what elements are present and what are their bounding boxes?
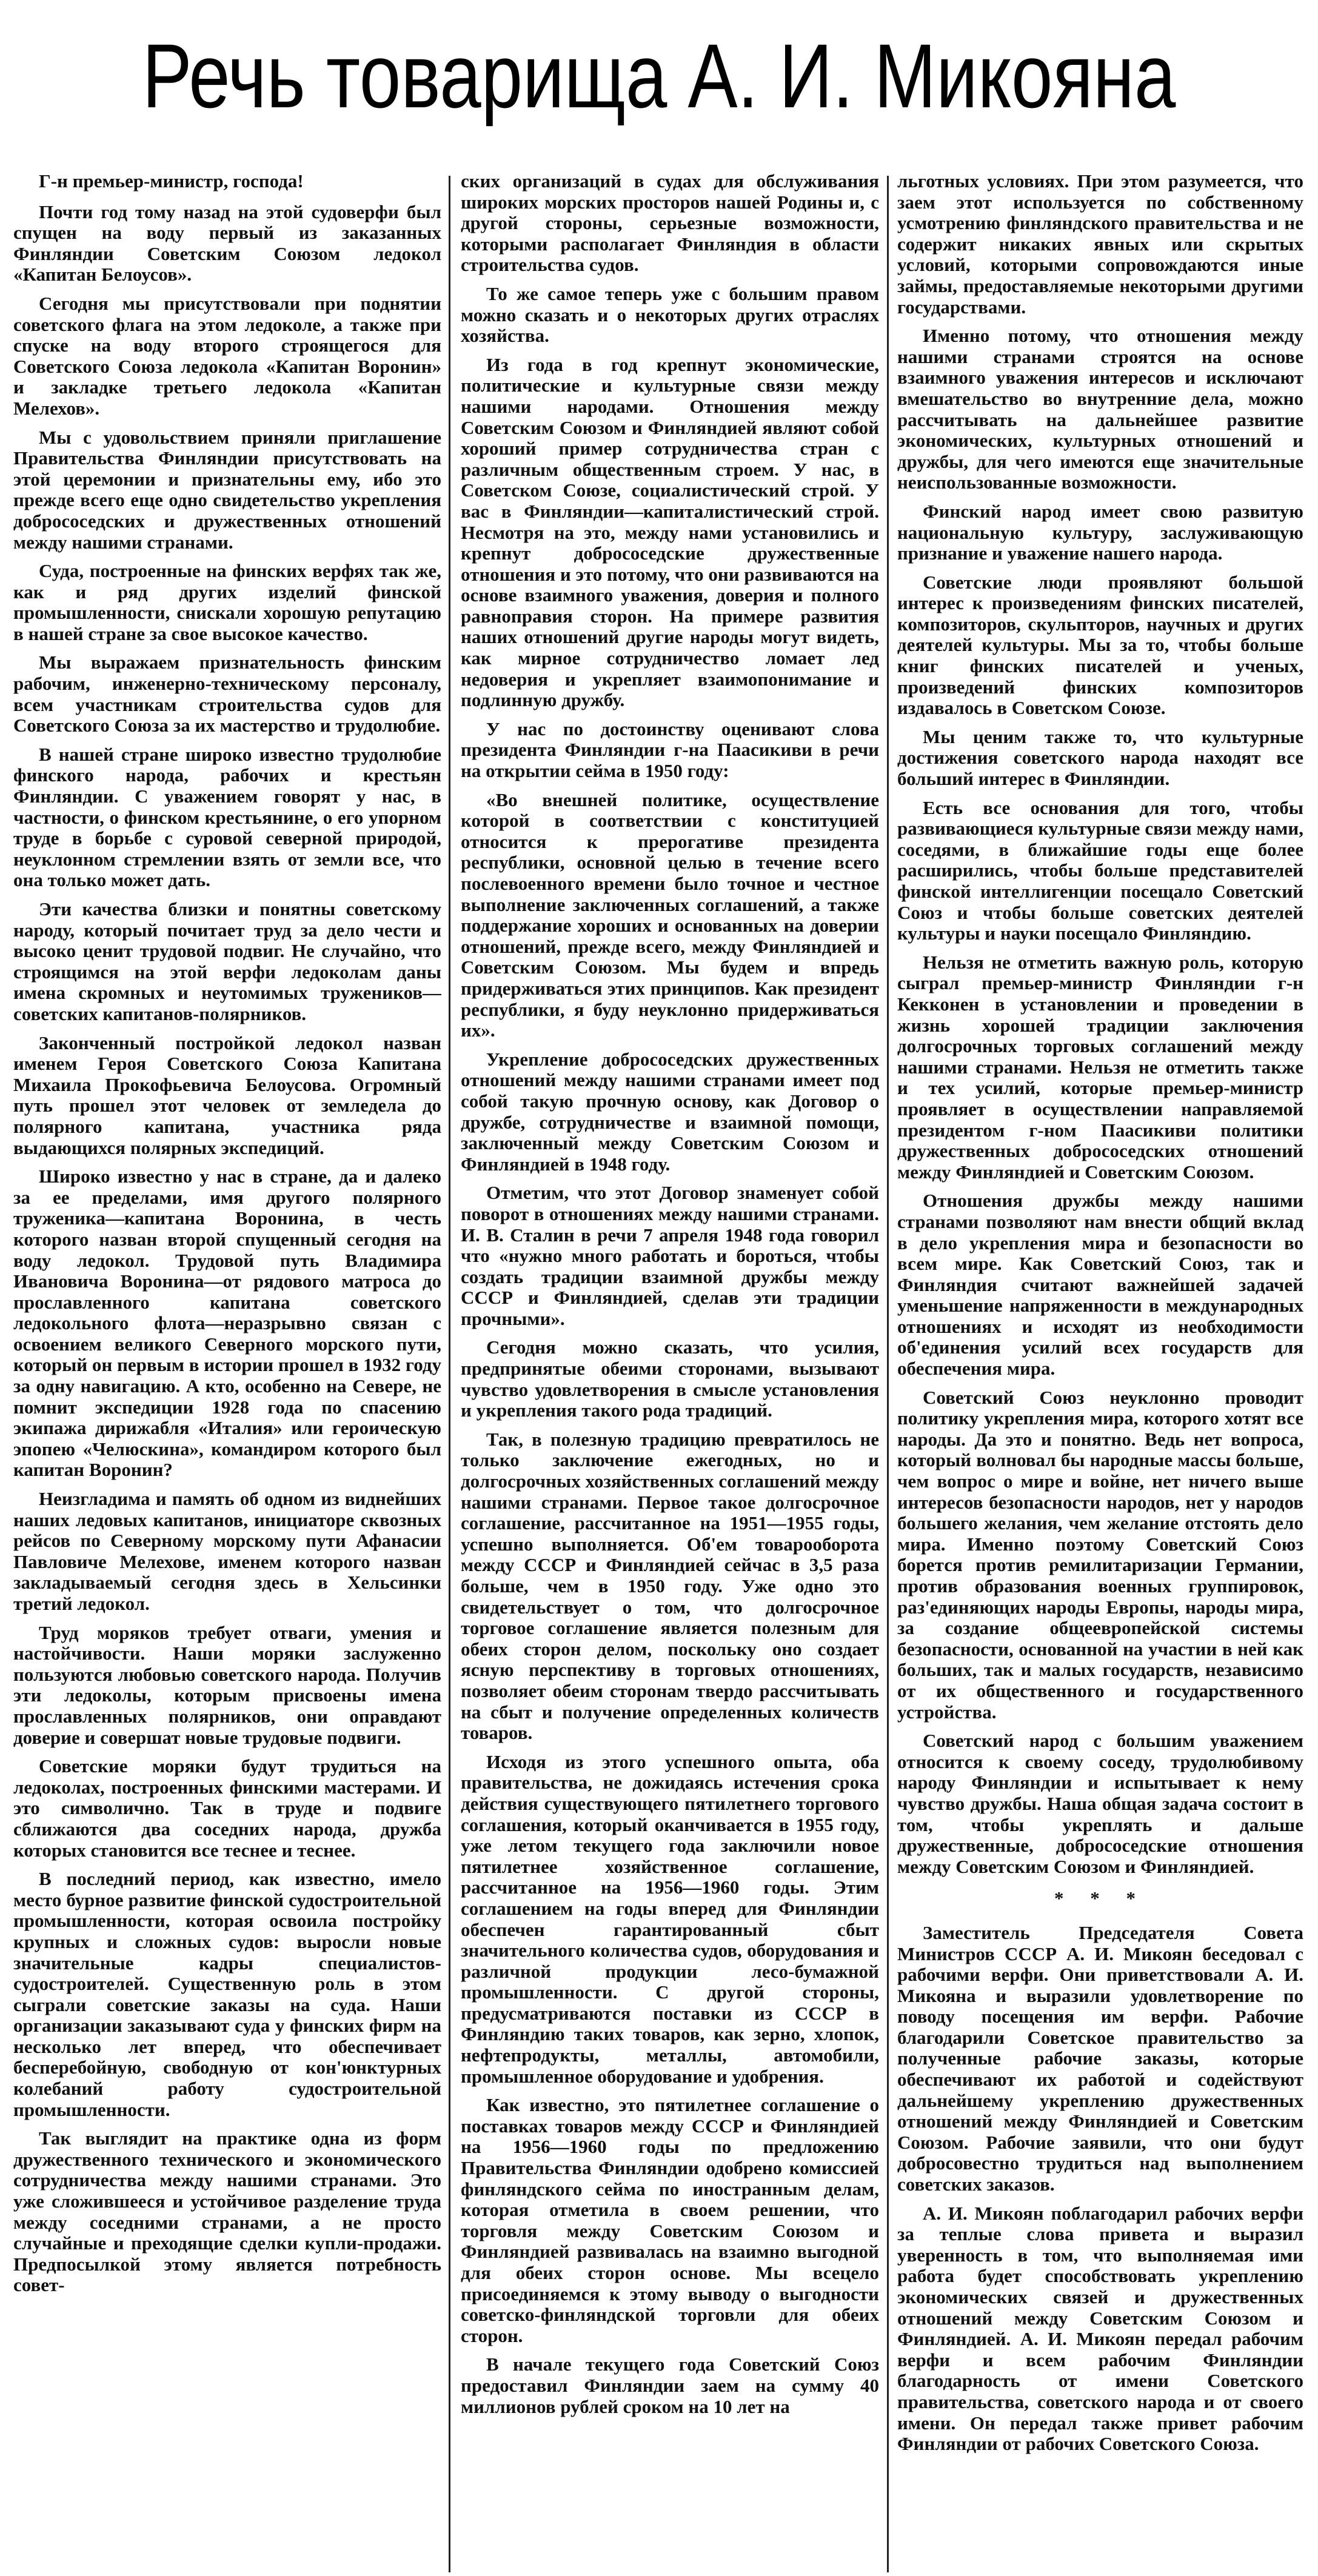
paragraph: Именно потому, что отношения между нашими странами строятся на основе взаимного уважения интересов и исключают вмешательство во внутренние дела, можно рассчитывать на дальнейшее развитие экономических, культурных отношений и дружбы, для чего имеются еще значительные неиспользованные возможности.: [897, 325, 1303, 493]
paragraph: Укрепление добрососедских дружественных отношений между нашими странами имеет под собой такую прочную основу, как Договор о дружбе, сотрудничестве и взаимной помощи, заключенный между Советским Союзом и Финляндией в 1948 году.: [461, 1048, 879, 1175]
paragraph: Как известно, это пятилетнее соглашение о поставках товаров между СССР и Финляндией на 1956—1960 годы по предложению Правительства Финляндии одобрено комиссией финляндского сейма по иностранным делам, которая отметила в своем решении, что торговля между Советским Союзом и Финляндией развивалась на взаимно выгодной для обеих сторон основе. Мы всецело присоединяемся к этому выводу о выгодности советско-финляндской торговли для обеих сторон.: [461, 2094, 879, 2346]
paragraph: В нашей стране широко известно трудолюбие финского народа, рабочих и крестьян Финляндии. С уважением говорят у нас, в частности, о финском крестьянине, о его упорном труде в борьбе с суровой северной природой, неуклонном стремлении взять от земли все, что она только может дать.: [13, 743, 441, 891]
paragraph-continuation: льготных условиях. При этом разумеется, что заем этот используется по собственному усмотрению финляндского правительства и не содержит никаких явных или скрытых условий, которыми сопровождаются иные займы, предоставляемые некоторыми другими государствами.: [897, 171, 1303, 318]
paragraph: Советские моряки будут трудиться на ледоколах, построенных финскими мастерами. И это символично. Так в труде и подвиге сближаются два соседних народа, дружба которых становится все теснее и теснее.: [13, 1755, 441, 1861]
paragraph: Исходя из этого успешного опыта, оба правительства, не дожидаясь истечения срока действия существующего пятилетнего торгового соглашения, который оканчивается в 1955 году, уже летом текущего года заключили новое пятилетнее хозяйственное соглашение, рассчитанное на 1956—1960 годы. Этим соглашением на годы вперед для Финляндии обеспечен гарантированный сбыт значительного количества судов, оборудования и различной продукции лесо-бумажной промышленности. С другой стороны, предусматриваются поставки из СССР в Финляндию таких товаров, как зерно, хлопок, нефтепродукты, металлы, автомобили, промышленное оборудование и удобрения.: [461, 1750, 879, 2087]
paragraph: Советский Союз неуклонно проводит политику укрепления мира, которого хотят все народы. Да это и понятно. Ведь нет вопроса, который волновал бы народные массы больше, чем вопрос о мире и войне, нет ничего выше интересов безопасности народов, нет у народов большего желания, чем желание отстоять дело мира. Именно поэтому Советский Союз борется против ремилитаризации Германии, против образования военных группировок, раз'единяющих народы Европы, народы мира, за создание общеевропейской системы безопасности, основанной на участии в ней как больших, так и малых государств, независимо от их общественного и государственного устройства.: [897, 1386, 1303, 1723]
paragraph: Нельзя не отметить важную роль, которую сыграл премьер-министр Финляндии г-н Кекконен в установлении и проведении в жизнь хорошей традиции заключения долгосрочных торговых соглашений между нашими странами. Нельзя не отметить также и тех усилий, которые премьер-министр проявляет в осуществлении направляемой президентом г-ном Паасикиви политики дружественных добрососедских отношений между Финляндией и Советским Союзом.: [897, 951, 1303, 1183]
paragraph: То же самое теперь уже с большим правом можно сказать и о некоторых других отраслях хозяйства.: [461, 282, 879, 347]
paragraph: Законченный постройкой ледокол назван именем Героя Советского Союза Капитана Михаила Прокофьевича Белоусова. Огромный путь прошел этот человек от земледела до полярного капитана, участника ряда выдающихся полярных экспедиций.: [13, 1032, 441, 1158]
paragraph: Мы выражаем признательность финским рабочим, инженерно-техническому персоналу, всем участникам строительства судов для Советского Союза за их мастерство и трудолюбие.: [13, 652, 441, 736]
paragraph: Заместитель Председателя Совета Министров СССР А. И. Микоян беседовал с рабочими верфи. Они приветствовали А. И. Микояна и выразили удовлетворение по поводу посещения им верфи. Рабочие благодарили Советское правительство за полученные рабочие заказы, которые обеспечивают их работой и содействуют дальнейшему укреплению дружественных отношений между Финляндией и Советским Союзом. Рабочие заявили, что они будут добросовестно трудиться над выполнением советских заказов.: [897, 1921, 1303, 2195]
article-title: Речь товарища А. И. Микояна: [142, 25, 1176, 127]
salutation: Г-н премьер-министр, господа!: [39, 171, 304, 192]
paragraph: Широко известно у нас в стране, да и далеко за ее пределами, имя другого полярного труженика—капитана Воронина, в честь которого назван второй спущенный сегодня на воду ледокол. Трудовой путь Владимира Ивановича Воронина—от рядового матроса до прославленного капитана советского ледокольного флота—неразрывно связан с освоением великого Северного морского пути, который он первым в истории прошел в 1932 году за одну навигацию. А кто, особенно на Севере, не помнит экспедиции 1928 года по спасению экипажа дирижабля «Италия» или героическую эпопею «Челюскина», командиром которого был капитан Воронин?: [13, 1166, 441, 1481]
paragraph: Суда, построенные на финских верфях так же, как и ряд других изделий финской промышленности, снискали хорошую репутацию в нашей стране за свое высокое качество.: [13, 560, 441, 644]
paragraph: Мы с удовольствием приняли приглашение Правительства Финляндии присутствовать на этой церемонии и признательны ему, ибо это прежде всего еще одно свидетельство укрепления добрососедских и дружественных отношений между нашими странами.: [13, 426, 441, 553]
paragraph: В последний период, как известно, имело место бурное развитие финской судостроительной промышленности, которая освоила постройку крупных и сложных судов: выросли новые значительные кадры специалистов-судостроителей. Существенную роль в этом сыграли советские заказы на суда. Наши организации заказывают суда у финских фирм на несколько лет вперед, что обеспечивает бесперебойную, свободную от кон'юнктурных колебаний работу судостроительной промышленности.: [13, 1868, 441, 2120]
paragraph: Отношения дружбы между нашими странами позволяют нам внести общий вклад в дело укрепления мира и безопасности во всем мире. Как Советский Союз, так и Финляндия считают важнейшей задачей уменьшение напряженности в международных отношениях и исходят из необходимости об'единения усилий всех государств для обеспечения мира.: [897, 1190, 1303, 1380]
paragraph: Советский народ с большим уважением относится к своему соседу, трудолюбивому народу Финляндии и испытывает к нему чувство дружбы. Наша общая задача состоит в том, чтобы укреплять и дальше дружественные, добрососедские отношения между Советским Союзом и Финляндией.: [897, 1730, 1303, 1877]
paragraph: Сегодня мы присутствовали при поднятии советского флага на этом ледоколе, а также при спуске на воду второго строящегося для Советского Союза ледокола «Капитан Воронин» и закладке третьего ледокола «Капитан Мелехов».: [13, 292, 441, 419]
paragraph: Мы ценим также то, что культурные достижения советского народа находят все больший интерес в Финляндии.: [897, 726, 1303, 790]
paragraph: Финский народ имеет свою развитую национальную культуру, заслуживающую признание и уважение нашего народа.: [897, 500, 1303, 564]
paragraph: Неизгладима и память об одном из виднейших наших ледовых капитанов, инициаторе сквозных рейсов по Северному морскому пути Афанасии Павловиче Мелехове, именем которого назван закладываемый сегодня здесь в Хельсинки третий ледокол.: [13, 1488, 441, 1614]
paragraph: В начале текущего года Советский Союз предоставил Финляндии заем на сумму 40 миллионов рублей сроком на 10 лет на: [461, 2354, 879, 2417]
paragraph: Так, в полезную традицию превратилось не только заключение ежегодных, но и долгосрочных хозяйственных соглашений между нашими странами. Первое такое долгосрочное соглашение, рассчитанное на 1951—1955 годы, успешно выполняется. Об'ем товарооборота между СССР и Финляндией сейчас в 3,5 раза больше, чем в 1950 году. Уже одно это свидетельствует о том, что долгосрочное торговое соглашение является полезным для обеих сторон делом, поскольку оно создает ясную перспективу в торговых отношениях, позволяет обеим сторонам твердо рассчитывать на сбыт и получение определенных количеств товаров.: [461, 1428, 879, 1744]
paragraph-continuation: ских организаций в судах для обслуживания широких морских просторов нашей Родины и, с другой стороны, серьезные возможности, которыми располагает Финляндия в области строительства судов.: [461, 171, 879, 276]
text-column-3: [897, 171, 1303, 2570]
paragraph: Так выглядит на практике одна из форм дружественного технического и экономического сотрудничества между нашими странами. Это уже сложившееся и устойчивое разделение труда между соседними странами, а не просто случайные и преходящие сделки купли-продажи. Предпосылкой этому является потребность совет-: [13, 2127, 441, 2296]
text-column-1: [13, 171, 441, 2570]
paragraph: Труд моряков требует отваги, умения и настойчивости. Наши моряки заслуженно пользуются любовью советского народа. Получив эти ледоколы, которым присвоены имена прославленных полярников, они оправдают доверие и совершат новые трудовые подвиги.: [13, 1621, 441, 1748]
paragraph: Сегодня можно сказать, что усилия, предпринятые обеими сторонами, вызывают чувство удовлетворения в смысле установления и укрепления такого рода традиций.: [461, 1336, 879, 1421]
paragraph: Отметим, что этот Договор знаменует собой поворот в отношениях между нашими странами. И. В. Сталин в речи 7 апреля 1948 года говорил что «нужно много работать и бороться, чтобы создать традиции взаимной дружбы между СССР и Финляндией, сделав эти традиции прочными».: [461, 1182, 879, 1329]
text-column-2: [461, 171, 879, 2570]
paragraph: Из года в год крепнут экономические, политические и культурные связи между нашими народами. Отношения между Советским Союзом и Финляндией являют собой хороший пример сотрудничества стран с различным общественным строем. У нас, в Советском Союзе, социалистический строй. У вас в Финляндии—капиталистический строй. Несмотря на это, между нами установились и крепнут добрососедские дружественные отношения и это потому, что они развиваются на основе взаимного уважения, доверия и полного равноправия сторон. На примере развития наших отношений другие народы могут видеть, как мирное сотрудничество ломает лед недоверия и укрепляет взаимопонимание и подлинную дружбу.: [461, 353, 879, 711]
column-divider: [449, 176, 450, 2572]
paragraph: Есть все основания для того, чтобы развивающиеся культурные связи между нами, соседями, в ближайшие годы еще более расширились, чтобы больше представителей финской интеллигенции посещало Советский Союз и чтобы больше советских деятелей культуры и науки посещало Финляндию.: [897, 796, 1303, 944]
paragraph: Эти качества близки и понятны советскому народу, который почитает труд за дело чести и высоко ценит трудовой подвиг. Не случайно, что строящимся на этой верфи ледоколам даны имена скромных и неутомимых тружеников—советских капитанов-полярников.: [13, 898, 441, 1024]
column-divider: [887, 176, 889, 2572]
paragraph: Советские люди проявляют большой интерес к произведениям финских писателей, композиторов, скульпторов, научных и других деятелей культуры. Мы за то, чтобы больше книг финских писателей и ученых, произведений финских композиторов издавалось в Советском Союзе.: [897, 571, 1303, 719]
paragraph: А. И. Микоян поблагодарил рабочих верфи за теплые слова привета и выразил уверенность в том, что выполняемая ими работа будет способствовать укреплению экономических связей и дружественных отношений между Советским Союзом и Финляндией. А. И. Микоян передал рабочим верфи и всем рабочим Финляндии благодарность от имени Советского правительства, советского народа и от своего имени. Он передал также привет рабочим Финляндии от рабочих Советского Союза.: [897, 2202, 1303, 2455]
section-separator: * * *: [1054, 1887, 1146, 1909]
paragraph: Почти год тому назад на этой судоверфи был спущен на воду первый из заказанных Финляндии Советским Союзом ледокол «Капитан Белоусов».: [13, 201, 441, 285]
paragraph: «Во внешней политике, осуществление которой в соответствии с конституцией относится к прерогативе президента республики, основной целью в течение всего послевоенного времени было точное и честное выполнение заключенных соглашений, а также поддержание хороших и основанных на доверии отношений, прежде всего, между Финляндией и Советским Союзом. Мы будем и впредь придерживаться этих принципов. Как президент республики, я буду неуклонно придерживаться их».: [461, 789, 879, 1041]
paragraph: У нас по достоинству оценивают слова президента Финляндии г-на Паасикиви в речи на открытии сейма в 1950 году:: [461, 718, 879, 782]
